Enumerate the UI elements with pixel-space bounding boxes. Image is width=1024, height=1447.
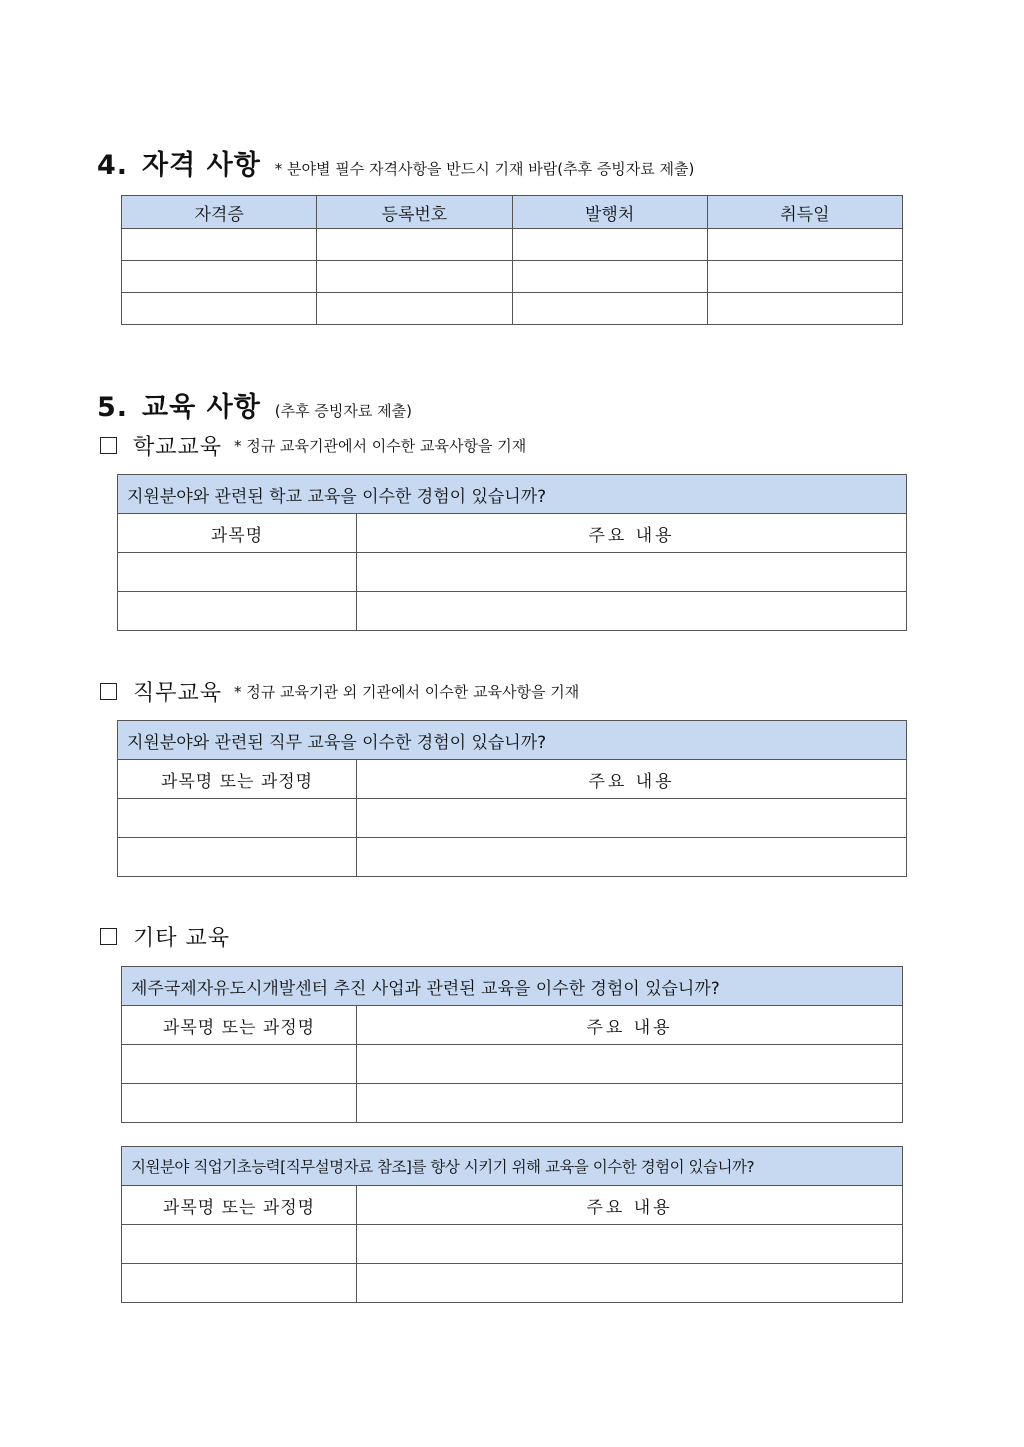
section-4-note: * 분야별 필수 자격사항을 반드시 기재 바람(추후 증빙자료 제출) [274, 160, 695, 178]
table-cell[interactable] [118, 592, 357, 631]
main-content-col-header: 주요 내용 [357, 1006, 903, 1045]
table-row [122, 229, 903, 261]
question-row [122, 1147, 903, 1186]
table-cell[interactable] [317, 293, 512, 325]
table-cell[interactable] [357, 1084, 903, 1123]
job-education-heading [100, 676, 579, 707]
school-education-table [117, 474, 907, 631]
table-cell[interactable] [317, 261, 512, 293]
section-5-number: 5. [97, 392, 129, 423]
other-education-heading [100, 921, 230, 952]
column-header-row [122, 1186, 903, 1225]
school-education-heading [100, 430, 526, 461]
other-education-table-2 [121, 1146, 903, 1303]
school-education-question: 지원분야와 관련된 학교 교육을 이수한 경험이 있습니까? [118, 475, 907, 514]
table-row [122, 261, 903, 293]
question-row [118, 475, 907, 514]
school-education-label: 학교교육 [133, 435, 223, 460]
table-row [118, 592, 907, 631]
certification-header-row [122, 196, 903, 229]
table-cell[interactable] [118, 838, 357, 877]
table-cell[interactable] [122, 229, 317, 261]
table-cell[interactable] [122, 1264, 357, 1303]
subject-col-header: 과목명 [118, 514, 357, 553]
job-education-note: * 정규 교육기관 외 기관에서 이수한 교육사항을 기재 [234, 683, 580, 701]
main-content-col-header: 주요 내용 [357, 1186, 903, 1225]
table-cell[interactable] [357, 553, 907, 592]
table-row [122, 1045, 903, 1084]
table-row [118, 553, 907, 592]
table-cell[interactable] [512, 229, 707, 261]
other-education-label: 기타 교육 [133, 926, 231, 951]
other-education-table-1 [121, 966, 903, 1123]
table-cell[interactable] [122, 1045, 357, 1084]
section-4-title: 자격 사항 [142, 150, 261, 181]
table-cell[interactable] [118, 553, 357, 592]
table-row [122, 1084, 903, 1123]
other-education-checkbox[interactable] [100, 928, 117, 945]
other-education-question-2: 지원분야 직업기초능력[직무설명자료 참조]를 향상 시키기 위해 교육을 이수한 경험이 있습니까? [122, 1147, 903, 1186]
job-education-checkbox[interactable] [100, 683, 117, 700]
table-cell[interactable] [707, 229, 902, 261]
column-header-row [122, 1006, 903, 1045]
issuer-col-header: 발행처 [512, 196, 707, 229]
certification-table [121, 195, 903, 325]
main-content-col-header: 주요 내용 [357, 514, 907, 553]
column-header-row [118, 760, 907, 799]
table-cell[interactable] [118, 799, 357, 838]
table-cell[interactable] [707, 261, 902, 293]
section-5-note: (추후 증빙자료 제출) [274, 402, 412, 420]
other-education-question-1: 제주국제자유도시개발센터 추진 사업과 관련된 교육을 이수한 경험이 있습니까? [122, 967, 903, 1006]
section-4-heading [97, 143, 694, 182]
table-cell[interactable] [317, 229, 512, 261]
table-row [118, 799, 907, 838]
table-cell[interactable] [512, 261, 707, 293]
table-cell[interactable] [357, 592, 907, 631]
section-5-heading [97, 385, 412, 424]
job-education-question: 지원분야와 관련된 직무 교육을 이수한 경험이 있습니까? [118, 721, 907, 760]
table-row [122, 293, 903, 325]
table-row [118, 838, 907, 877]
job-education-label: 직무교육 [133, 681, 223, 706]
registration-number-col-header: 등록번호 [317, 196, 512, 229]
subject-col-header: 과목명 또는 과정명 [118, 760, 357, 799]
table-cell[interactable] [122, 1225, 357, 1264]
table-cell[interactable] [357, 1225, 903, 1264]
certification-col-header: 자격증 [122, 196, 317, 229]
table-row [122, 1225, 903, 1264]
acquisition-date-col-header: 취득일 [707, 196, 902, 229]
table-cell[interactable] [122, 261, 317, 293]
subject-col-header: 과목명 또는 과정명 [122, 1006, 357, 1045]
school-education-checkbox[interactable] [100, 437, 117, 454]
table-row [122, 1264, 903, 1303]
table-cell[interactable] [357, 1045, 903, 1084]
table-cell[interactable] [357, 1264, 903, 1303]
table-cell[interactable] [707, 293, 902, 325]
section-5-title: 교육 사항 [142, 392, 261, 423]
table-cell[interactable] [357, 838, 907, 877]
table-cell[interactable] [512, 293, 707, 325]
question-row [122, 967, 903, 1006]
school-education-note: * 정규 교육기관에서 이수한 교육사항을 기재 [234, 437, 527, 455]
column-header-row [118, 514, 907, 553]
section-4-number: 4. [97, 150, 129, 181]
job-education-table [117, 720, 907, 877]
subject-col-header: 과목명 또는 과정명 [122, 1186, 357, 1225]
main-content-col-header: 주요 내용 [357, 760, 907, 799]
table-cell[interactable] [122, 1084, 357, 1123]
question-row [118, 721, 907, 760]
table-cell[interactable] [357, 799, 907, 838]
table-cell[interactable] [122, 293, 317, 325]
